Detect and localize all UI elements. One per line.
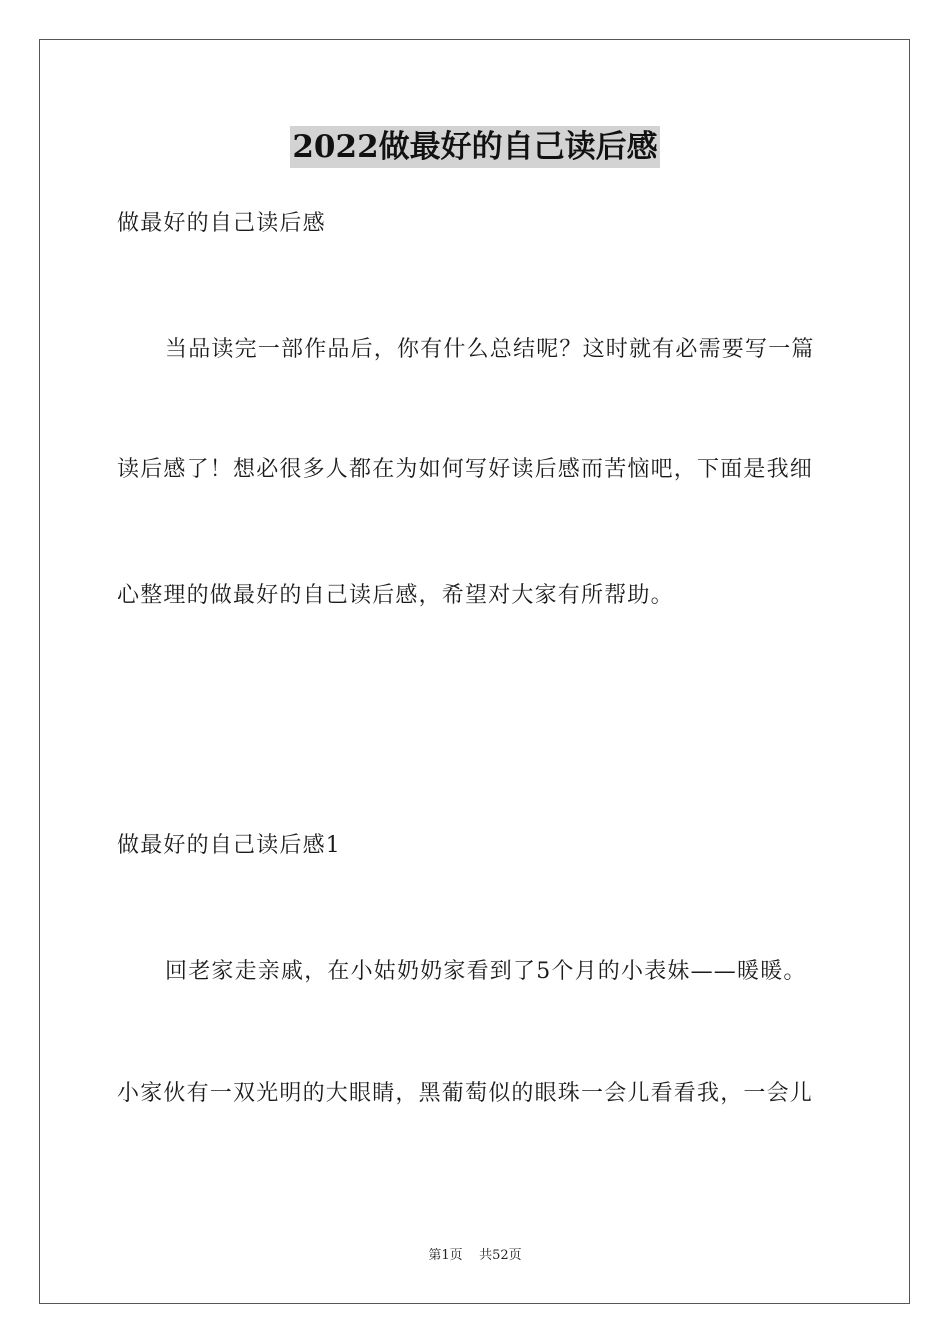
intro-paragraph-line: 当品读完一部作品后，你有什么总结呢？这时就有必需要写一篇 bbox=[165, 337, 815, 362]
intro-paragraph-line: 心整理的做最好的自己读后感，希望对大家有所帮助。 bbox=[117, 583, 674, 608]
document-title: 2022做最好的自己读后感 bbox=[290, 126, 659, 168]
section-heading: 做最好的自己读后感1 bbox=[117, 833, 341, 858]
intro-paragraph-line: 读后感了！想必很多人都在为如何写好读后感而苦恼吧，下面是我细 bbox=[117, 457, 814, 482]
body-paragraph-line: 回老家走亲戚，在小姑奶奶家看到了5个月的小表妹——暖暖。 bbox=[165, 959, 807, 984]
title-container bbox=[0, 126, 950, 168]
document-subtitle: 做最好的自己读后感 bbox=[117, 211, 326, 236]
page-number-footer: 第1页 共52页 bbox=[428, 1248, 522, 1263]
body-paragraph-line: 小家伙有一双光明的大眼睛，黑葡萄似的眼珠一会儿看看我，一会儿 bbox=[117, 1081, 814, 1106]
